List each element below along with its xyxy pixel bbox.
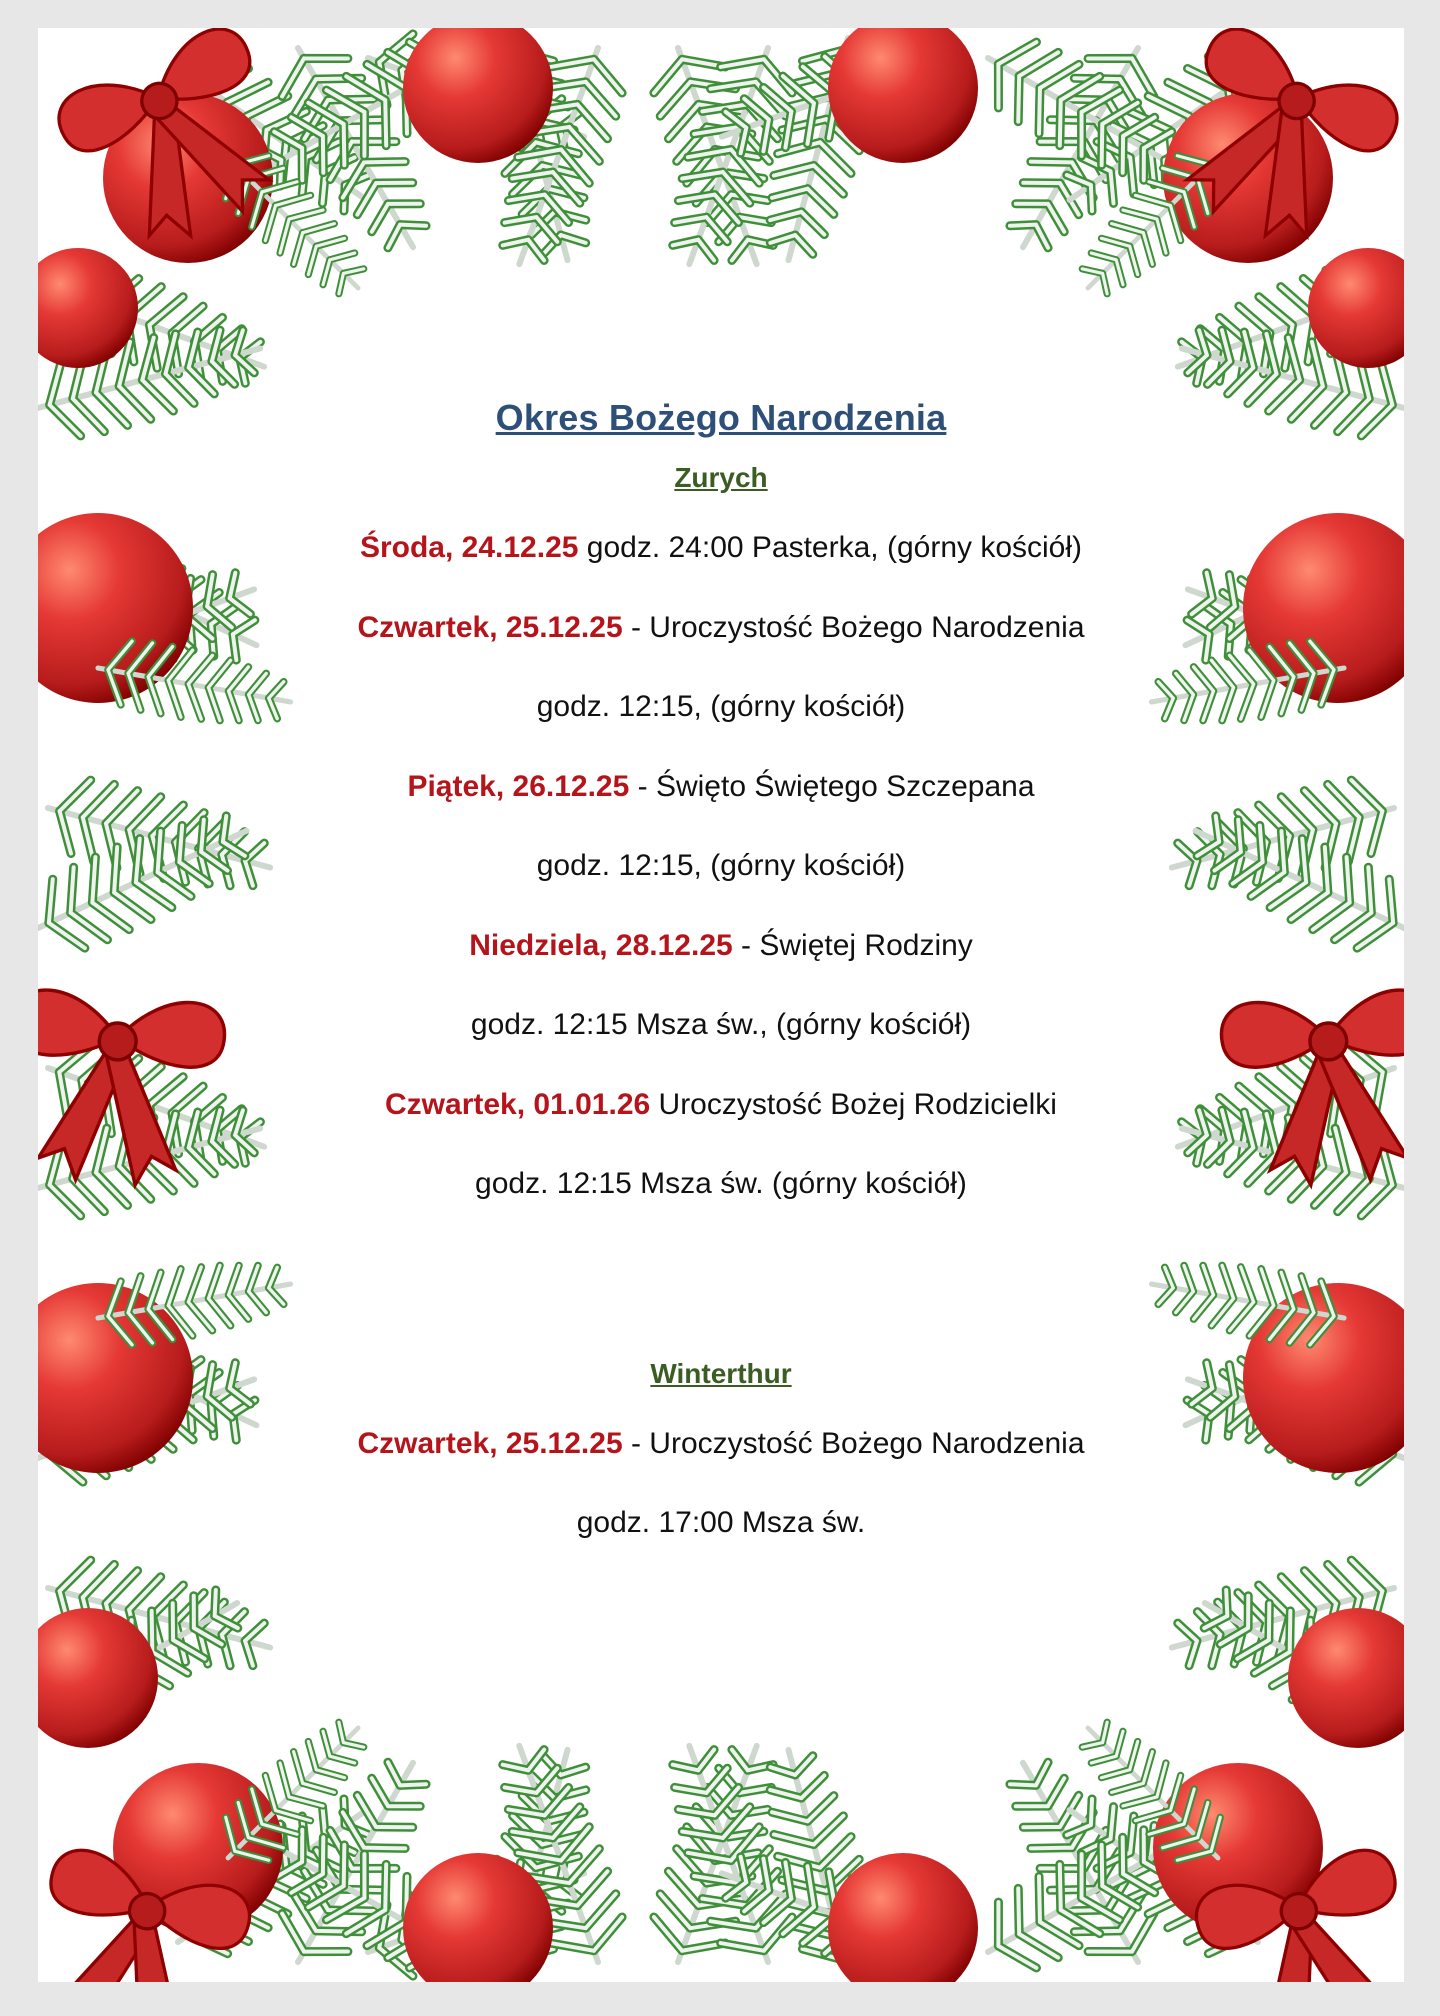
document-page [38,28,1404,1982]
schedule-line [328,1483,1114,1563]
schedule-text: godz. 12:15, (górny kościół) [536,690,906,723]
schedule-date: Czwartek, 25.12.25 [357,610,623,644]
schedule-text: - Świętej Rodziny [732,928,973,962]
schedule-text: godz. 12:15 Msza św., (górny kościół) [470,1008,972,1041]
page-title: Okres Bożego Narodzenia [495,397,947,438]
schedule-line [328,508,1114,588]
schedule-date: Niedziela, 28.12.25 [469,928,733,962]
schedule-line [328,826,1114,906]
section-winterthur [328,1344,1114,1563]
schedule-text: Uroczystość Bożej Rodzicielki [650,1087,1057,1121]
schedule-text: - Święto Świętego Szczepana [629,769,1035,803]
city-heading: Zurych [674,462,768,493]
section-spacer [328,1224,1114,1344]
schedule-text: - Uroczystość Bożego Narodzenia [622,610,1085,644]
schedule-line [328,985,1114,1065]
schedule-text: godz. 24:00 Pasterka, (górny kościół) [578,531,1083,564]
schedule-line [328,1404,1114,1484]
schedule-line [328,747,1114,827]
schedule-date: Czwartek, 01.01.26 [385,1087,651,1121]
schedule-text: godz. 12:15, (górny kościół) [536,849,906,882]
schedule-date: Środa, 24.12.25 [359,531,579,564]
schedule-text: godz. 12:15 Msza św. (górny kościół) [475,1167,967,1200]
schedule-content [328,388,1114,1563]
city-heading: Winterthur [650,1357,792,1389]
schedule-line [328,1065,1114,1145]
schedule-line [328,667,1114,747]
schedule-line [328,906,1114,986]
schedule-line [328,588,1114,668]
schedule-date: Czwartek, 25.12.25 [357,1426,623,1460]
schedule-text: godz. 17:00 Msza św. [576,1506,866,1539]
schedule-line [328,1144,1114,1224]
schedule-text: - Uroczystość Bożego Narodzenia [622,1426,1085,1460]
section-zurych [328,448,1114,1224]
schedule-date: Piątek, 26.12.25 [407,769,630,803]
